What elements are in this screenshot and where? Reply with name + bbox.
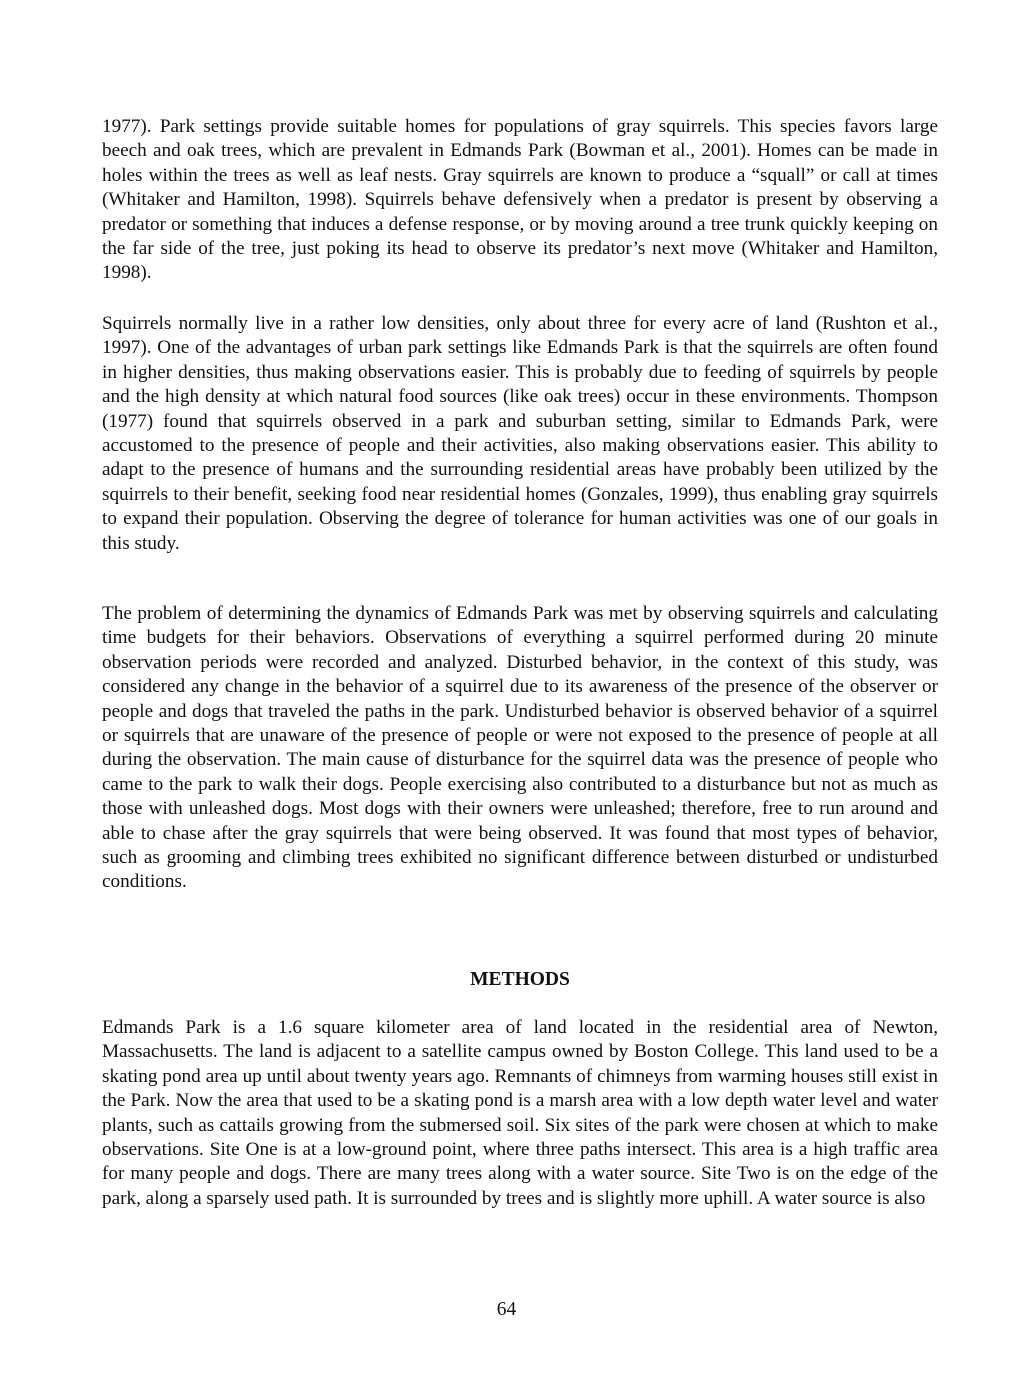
intro-paragraph-2: Squirrels normally live in a rather low densities, only about three for every acre of land (Rushton et al., 1997). One of the advantages of urban park settings like Edmands Park is that the squirrels are often found in higher densities, thus making observations easier. This is probably due to feeding of squirrels by people and the high density at which natural food sources (like oak trees) occur in these environments. Thompson (1977) found that squirrels observed in a park and suburban setting, similar to Edmands Park, were accustomed to the presence of people and their activities, also making observations easier. This ability to adapt to the presence of humans and the surrounding residential areas have probably been utilized by the squirrels to their benefit, seeking food near residential homes (Gonzales, 1999), thus enabling gray squirrels to expand their population. Observing the degree of tolerance for human activities was one of our goals in this study. xyxy=(102,313,938,554)
page-number: 64 xyxy=(496,1299,517,1320)
methods-paragraph: Edmands Park is a 1.6 square kilometer area of land located in the residential area of Newton, Massachusetts. The land is adjacent to a satellite campus owned by Boston College. This land used to be a skating pond area up until about twenty years ago. Remnants of chimneys from warming houses still exist in the Park. Now the area that used to be a skating pond is a marsh area with a low depth water level and water plants, such as cattails growing from the submersed soil. Six sites of the park were chosen at which to make observations. Site One is at a low-ground point, where three paths intersect. This area is a high traffic area for many people and dogs. There are many trees along with a water source. Site Two is on the edge of the park, along a sparsely used path. It is surrounded by trees and is slightly more uphill. A water source is also xyxy=(102,1017,938,1209)
intro-paragraph-1: 1977). Park settings provide suitable homes for populations of gray squirrels. This species favors large beech and oak trees, which are prevalent in Edmands Park (Bowman et al., 2001). Homes can be made in holes within the trees as well as leaf nests. Gray squirrels are known to produce a “squall” or call at times (Whitaker and Hamilton, 1998). Squirrels behave defensively when a predator is present by observing a predator or something that induces a defense response, or by moving around a tree trunk quickly keeping on the far side of the tree, just poking its head to observe its predator’s next move (Whitaker and Hamilton, 1998). xyxy=(102,116,938,284)
methods-heading: METHODS xyxy=(470,969,570,990)
intro-paragraph-3: The problem of determining the dynamics of Edmands Park was met by observing squirrels and calculating time budgets for their behaviors. Observations of everything a squirrel performed during 20 minute observation periods were recorded and analyzed. Disturbed behavior, in the context of this study, was considered any change in the behavior of a squirrel due to its awareness of the presence of the observer or people and dogs that traveled the paths in the park. Undisturbed behavior is observed behavior of a squirrel or squirrels that are unaware of the presence of people or were not exposed to the presence of people at all during the observation. The main cause of disturbance for the squirrel data was the presence of people who came to the park to walk their dogs. People exercising also contributed to a disturbance but not as much as those with unleashed dogs. Most dogs with their owners were unleashed; therefore, free to run around and able to chase after the gray squirrels that were being observed. It was found that most types of behavior, such as grooming and climbing trees exhibited no significant difference between disturbed or undisturbed conditions. xyxy=(102,603,938,893)
